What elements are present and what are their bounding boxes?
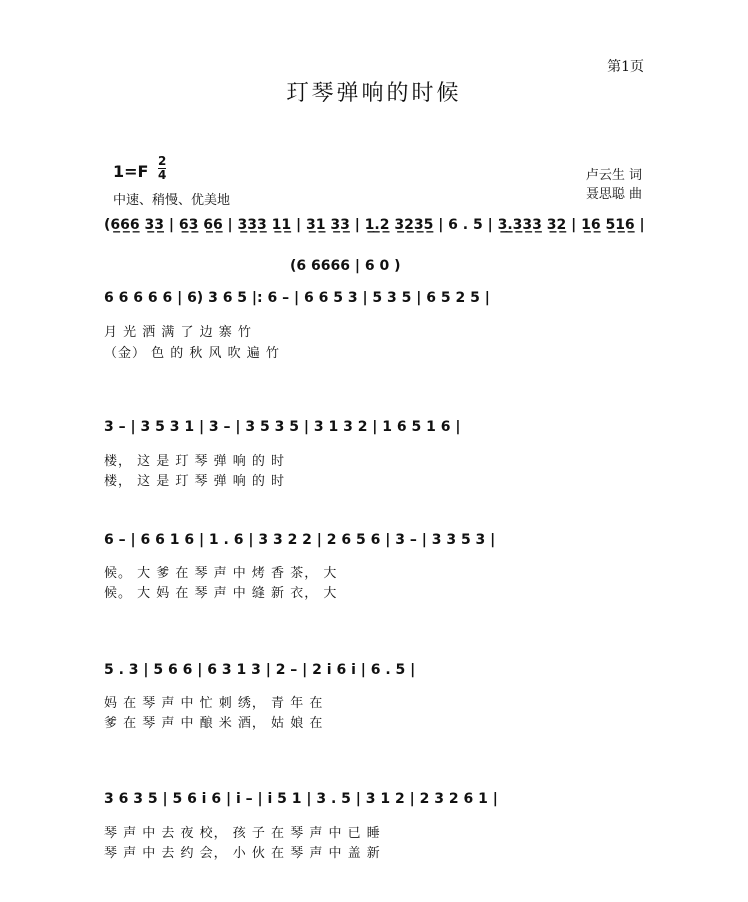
lyric-verse-1-line-5: 琴 声 中 去 夜 校， 孩 子 在 琴 声 中 已 睡 — [104, 826, 381, 841]
lyric-verse-1-line-2: 楼， 这 是 玎 琴 弹 响 的 时 — [104, 454, 286, 469]
score-system-6: 3 6 3 5 | 5 6 i 6 | i – | i 5 1 | 3 . 5 | 3 1 2 | 2 3 2 6 1 | — [104, 791, 498, 807]
score-system-2: 6 6 6 6 6 | 6) 3 6 5 |: 6 – | 6 6 5 3 | 5 3 5 | 6 5 2 5 | — [104, 290, 490, 306]
score-system-5: 5 . 3 | 5 6 6 | 6 3 1 3 | 2 – | 2 i 6 i | 6 . 5 | — [104, 662, 416, 678]
lyric-verse-2-line-2: 楼， 这 是 玎 琴 弹 响 的 时 — [104, 474, 286, 489]
time-signature — [158, 155, 166, 182]
lyricist-credit: 卢云生 词 — [585, 168, 642, 183]
lyric-verse-1-line-4: 妈 在 琴 声 中 忙 刺 绣， 青 年 在 — [104, 696, 324, 711]
lyric-verse-1-line-1: 月 光 洒 满 了 边 寨 竹 — [104, 325, 252, 340]
score-system-3: 3 – | 3 5 3 1 | 3 – | 3 5 3 5 | 3 1 3 2 | 1 6 5 1 6 | — [104, 419, 461, 435]
composer-credit: 聂思聪 曲 — [585, 187, 642, 202]
lyric-verse-2-line-1: （金） 色 的 秋 风 吹 遍 竹 — [104, 346, 280, 361]
lyric-verse-2-line-3: 候。 大 妈 在 琴 声 中 缝 新 衣， 大 — [104, 586, 338, 601]
meter-bottom: 4 — [158, 168, 167, 182]
song-title: 玎琴弹响的时候 — [286, 81, 462, 106]
lyric-verse-2-line-4: 爹 在 琴 声 中 酿 米 酒， 姑 娘 在 — [104, 716, 324, 731]
key-signature: 1=F — [113, 162, 149, 181]
lyric-verse-2-line-5: 琴 声 中 去 约 会， 小 伙 在 琴 声 中 盖 新 — [104, 846, 381, 861]
score-system-4: 6 – | 6 6 1 6 | 1 . 6 | 3 3 2 2 | 2 6 5 6 | 3 – | 3 3 5 3 | — [104, 532, 496, 548]
meter-top: 2 — [158, 154, 167, 168]
page-number: 第1页 — [607, 59, 644, 75]
lyric-verse-1-line-3: 候。 大 爹 在 琴 声 中 烤 香 茶， 大 — [104, 566, 338, 581]
tempo-marking: 中速、稍慢、优美地 — [113, 193, 231, 208]
alternate-intro: (6 6666 | 6 0 ) — [290, 258, 401, 274]
score-system-1: (6̲6̲6̲ 3̲3̲ | 6̲3̲ 6̲6̲ | 3̲3̲3̲ 1̲1̲ | 3̲1̲ 3̲3̲ | 1̲.̲2̲ 3̲2̲3̲5̲ | 6 . 5 | 3̲.̲3̲3̲3̲ 3̲2̲ | 1̲6̲ 5̲1̲6̲ | — [104, 217, 645, 233]
